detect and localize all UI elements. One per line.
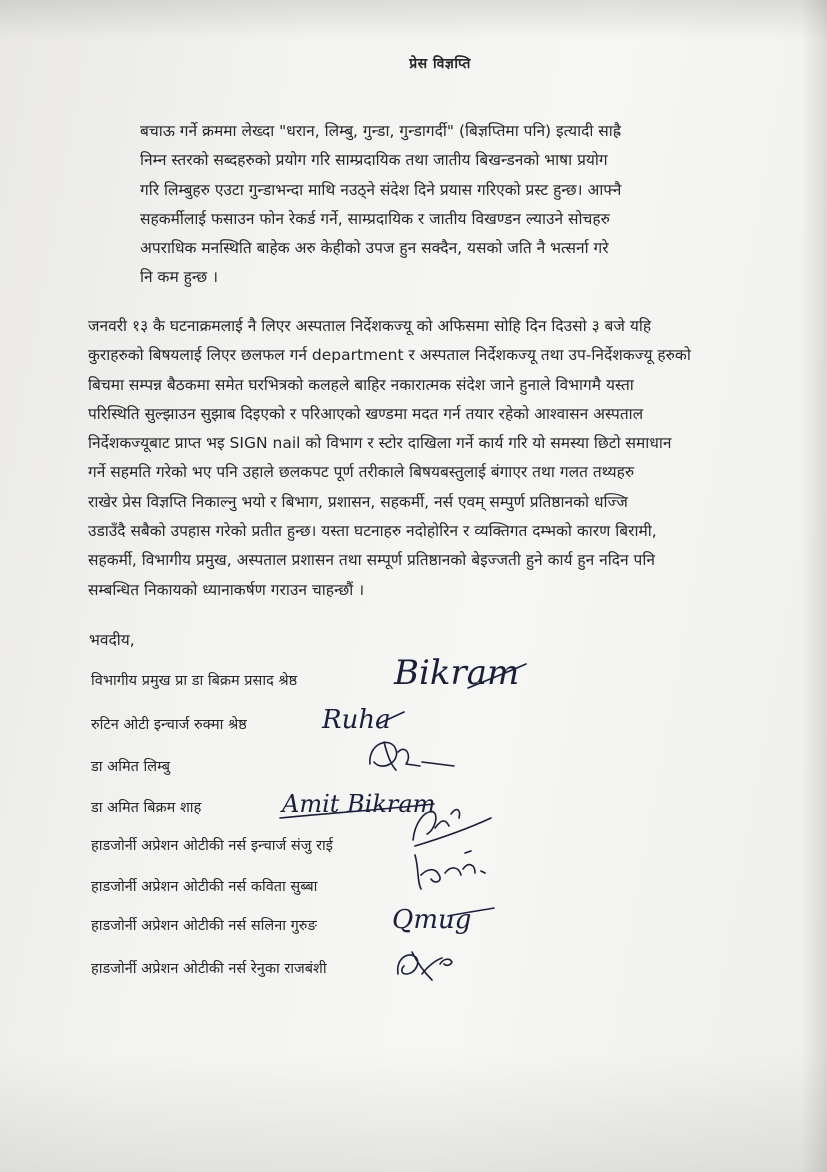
paragraph-1-line: गरि लिम्बुहरु एउटा गुन्डाभन्दा माथि नउठ्ने संदेश दिने प्रयास गरिएको प्रस्ट हुन्छ। आफ्नै — [140, 180, 622, 199]
paragraph-2-line: निर्देशकज्यूबाट प्राप्त भइ SIGN nail को विभाग र स्टोर दाखिला गर्ने कार्य गरि यो समस्या छिटो समाधान — [88, 434, 672, 453]
handwritten-signature — [388, 640, 533, 700]
svg-text:Qmug: Qmug — [392, 905, 472, 935]
page-shadow-bottom — [0, 1052, 827, 1172]
paragraph-2-line: बिचमा सम्पन्न बैठकमा समेत घरभित्रको कलहले बाहिर नकारात्मक संदेश जाने हुनाले विभागमै यस्ता — [88, 375, 634, 394]
paragraph-1 — [140, 117, 760, 293]
paragraph-2-line: सहकर्मी, विभागीय प्रमुख, अस्पताल प्रशासन तथा सम्पूर्ण प्रतिष्ठानको बेइज्जती हुने कार्य हुन नदिन पनि — [88, 551, 655, 570]
signatory-name: डा अमित बिक्रम शाह — [91, 800, 202, 816]
page-shadow-right — [801, 0, 827, 1172]
svg-text:Ruha: Ruha — [322, 705, 391, 735]
signatory-name: हाडजोर्नी अप्रेशन ओटीकी नर्स रेनुका राजबंशी — [91, 961, 327, 977]
paragraph-2-line: कुराहरुको बिषयलाई लिएर छलफल गर्न department र अस्पताल निर्देशकज्यू तथा उप-निर्देशकज्यू हरुको — [88, 346, 691, 365]
paragraph-1-line: निम्न स्तरको सब्दहरुको प्रयोग गरि साम्प्रदायिक तथा जातीय बिखन्डनको भाषा प्रयोग — [140, 151, 608, 170]
signatory-name: हाडजोर्नी अप्रेशन ओटीकी नर्स सलिना गुरुङ — [91, 918, 317, 934]
paragraph-1-line: बचाऊ गर्ने क्रममा लेख्दा "धरान, लिम्बु, गुन्डा, गुन्डागर्दी" (बिज्ञप्तिमा पनि) इत्यादी साह्रै — [140, 122, 622, 140]
signatory-name: हाडजोर्नी अप्रेशन ओटीकी नर्स कविता सुब्बा — [91, 879, 318, 895]
closing-salutation: भवदीय, — [89, 631, 135, 649]
document-title: प्रेस विज्ञप्ति — [409, 56, 471, 72]
handwritten-signature — [405, 845, 500, 893]
page-shadow-top — [0, 0, 827, 40]
signatory-name: डा अमित लिम्बु — [91, 759, 171, 775]
paragraph-2-line: सम्बन्धित निकायको ध्यानाकर्षण गराउन चाहन्छौं । — [88, 580, 365, 599]
paragraph-2-line: राखेर प्रेस विज्ञप्ति निकाल्नु भयो र बिभाग, प्रशासन, सहकर्मी, नर्स एवम् सम्पुर्ण प्रतिष्ठानको धज्जि — [88, 492, 628, 511]
paragraph-2-line: जनवरी १३ कै घटनाक्रमलाई नै लिएर अस्पताल निर्देशकज्यू को अफिसमा सोहि दिन दिउसो ३ बजे यहि — [88, 317, 652, 335]
svg-text:Bikram: Bikram — [394, 653, 520, 693]
paragraph-2-line: गर्ने सहमति गरेको भए पनि उहाले छलकपट पूर्ण तरीकाले बिषयबस्तुलाई बंगाएर तथा गलत तथ्यहरु — [88, 463, 635, 482]
handwritten-signature — [362, 732, 462, 780]
signatory-name: हाडजोर्नी अप्रेशन ओटीकी नर्स इन्चार्ज संजु राई — [91, 838, 333, 854]
handwritten-signature — [392, 944, 462, 986]
handwritten-signature — [388, 898, 498, 944]
paragraph-2 — [88, 312, 778, 605]
paragraph-2-line: उडाउँदै सबैको उपहास गरेको प्रतीत हुन्छ। यस्ता घटनाहरु नदोहोरिन र व्यक्तिगत दम्भको कारण बिरामी, — [88, 522, 657, 541]
paragraph-1-line: सहकर्मीलाई फसाउन फोन रेकर्ड गर्ने, साम्प्रदायिक र जातीय विखण्डन ल्याउने सोचहरु — [140, 209, 610, 228]
paragraph-2-line: परिस्थिति सुल्झाउन सुझाब दिइएको र परिआएको खण्डमा मदत गर्न तयार रहेको आश्वासन अस्पताल — [88, 404, 644, 423]
signatory-name: विभागीय प्रमुख प्रा डा बिक्रम प्रसाद श्रेष्ठ — [91, 673, 298, 689]
paragraph-1-line: नि कम हुन्छ । — [140, 268, 218, 287]
signatory-name: रुटिन ओटी इन्चार्ज रुक्मा श्रेष्ठ — [91, 717, 247, 733]
paragraph-1-line: अपराधिक मनस्थिति बाहेक अरु केहीको उपज हुन सक्दैन, यसको जति नै भत्सर्ना गरे — [140, 239, 609, 258]
svg-text:Amit Bikram: Amit Bikram — [282, 790, 436, 818]
